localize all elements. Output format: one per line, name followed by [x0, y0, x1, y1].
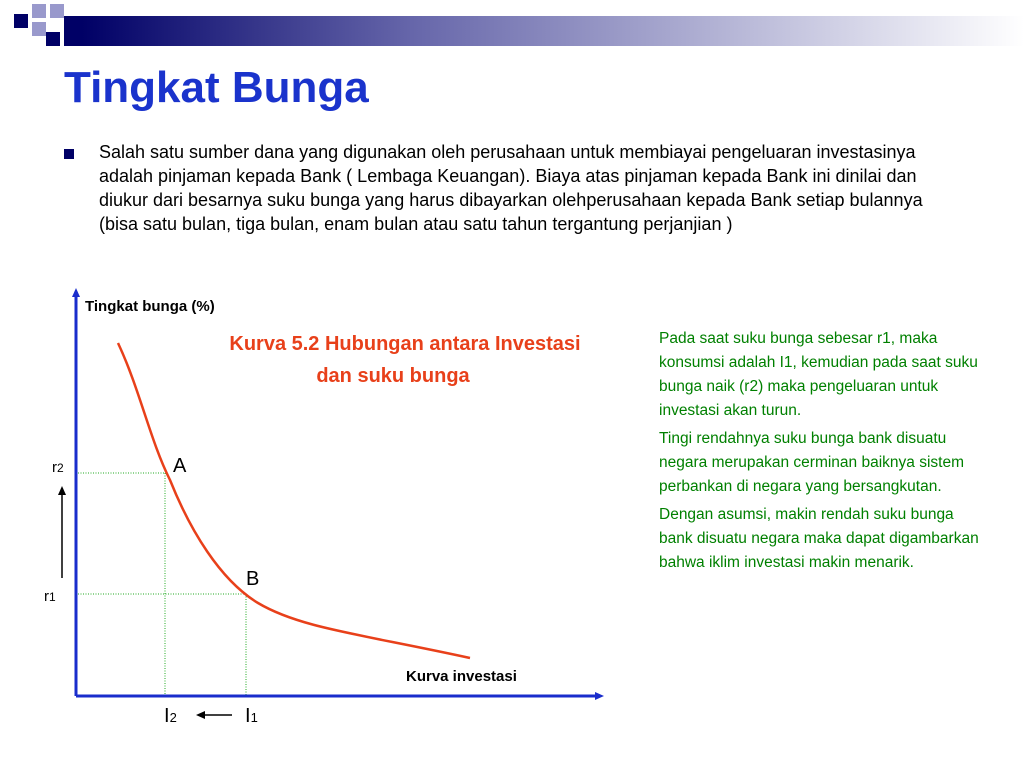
slide-title: Tingkat Bunga: [64, 63, 369, 112]
side-notes: [659, 327, 981, 579]
graph-caption-line2: dan suku bunga: [316, 365, 470, 387]
point-a-label: A: [173, 455, 187, 477]
curve-label: Kurva investasi: [406, 668, 517, 685]
r1-label: r1: [44, 588, 56, 605]
investment-curve: [118, 343, 470, 658]
graph-caption-line1: Kurva 5.2 Hubungan antara Investasi: [229, 333, 581, 355]
r2-label: r2: [52, 459, 64, 476]
note-paragraph: Pada saat suku bunga sebesar r1, maka konsumsi adalah I1, kemudian pada saat suku bunga naik (r2) maka pengeluaran untuk investasi akan turun.: [659, 330, 978, 419]
y-axis-label: Tingkat bunga (%): [85, 298, 215, 315]
point-b-label: B: [246, 568, 260, 590]
note-paragraph: Dengan asumsi, makin rendah suku bunga bank disuatu negara maka dapat digambarkan bahwa iklim investasi makin menarik.: [659, 506, 979, 571]
note-paragraph: Tingi rendahnya suku bunga bank disuatu negara merupakan cerminan baiknya sistem perbankan di negara yang bersangkutan.: [659, 430, 964, 495]
i1-label: I1: [245, 705, 258, 727]
bullet-text: Salah satu sumber dana yang digunakan oleh perusahaan untuk membiayai pengeluaran investasinya adalah pinjaman kepada Bank ( Lembaga Keuangan). Biaya atas pinjaman kepada Bank ini dinilai dan diukur dari besarnya suku bunga yang harus dibayarkan olehperusahaan kepada Bank setiap bulannya (bisa satu bulan, tiga bulan, enam bulan atau satu tahun tergantung perjanjian ): [99, 142, 923, 234]
i2-label: I2: [164, 705, 177, 727]
